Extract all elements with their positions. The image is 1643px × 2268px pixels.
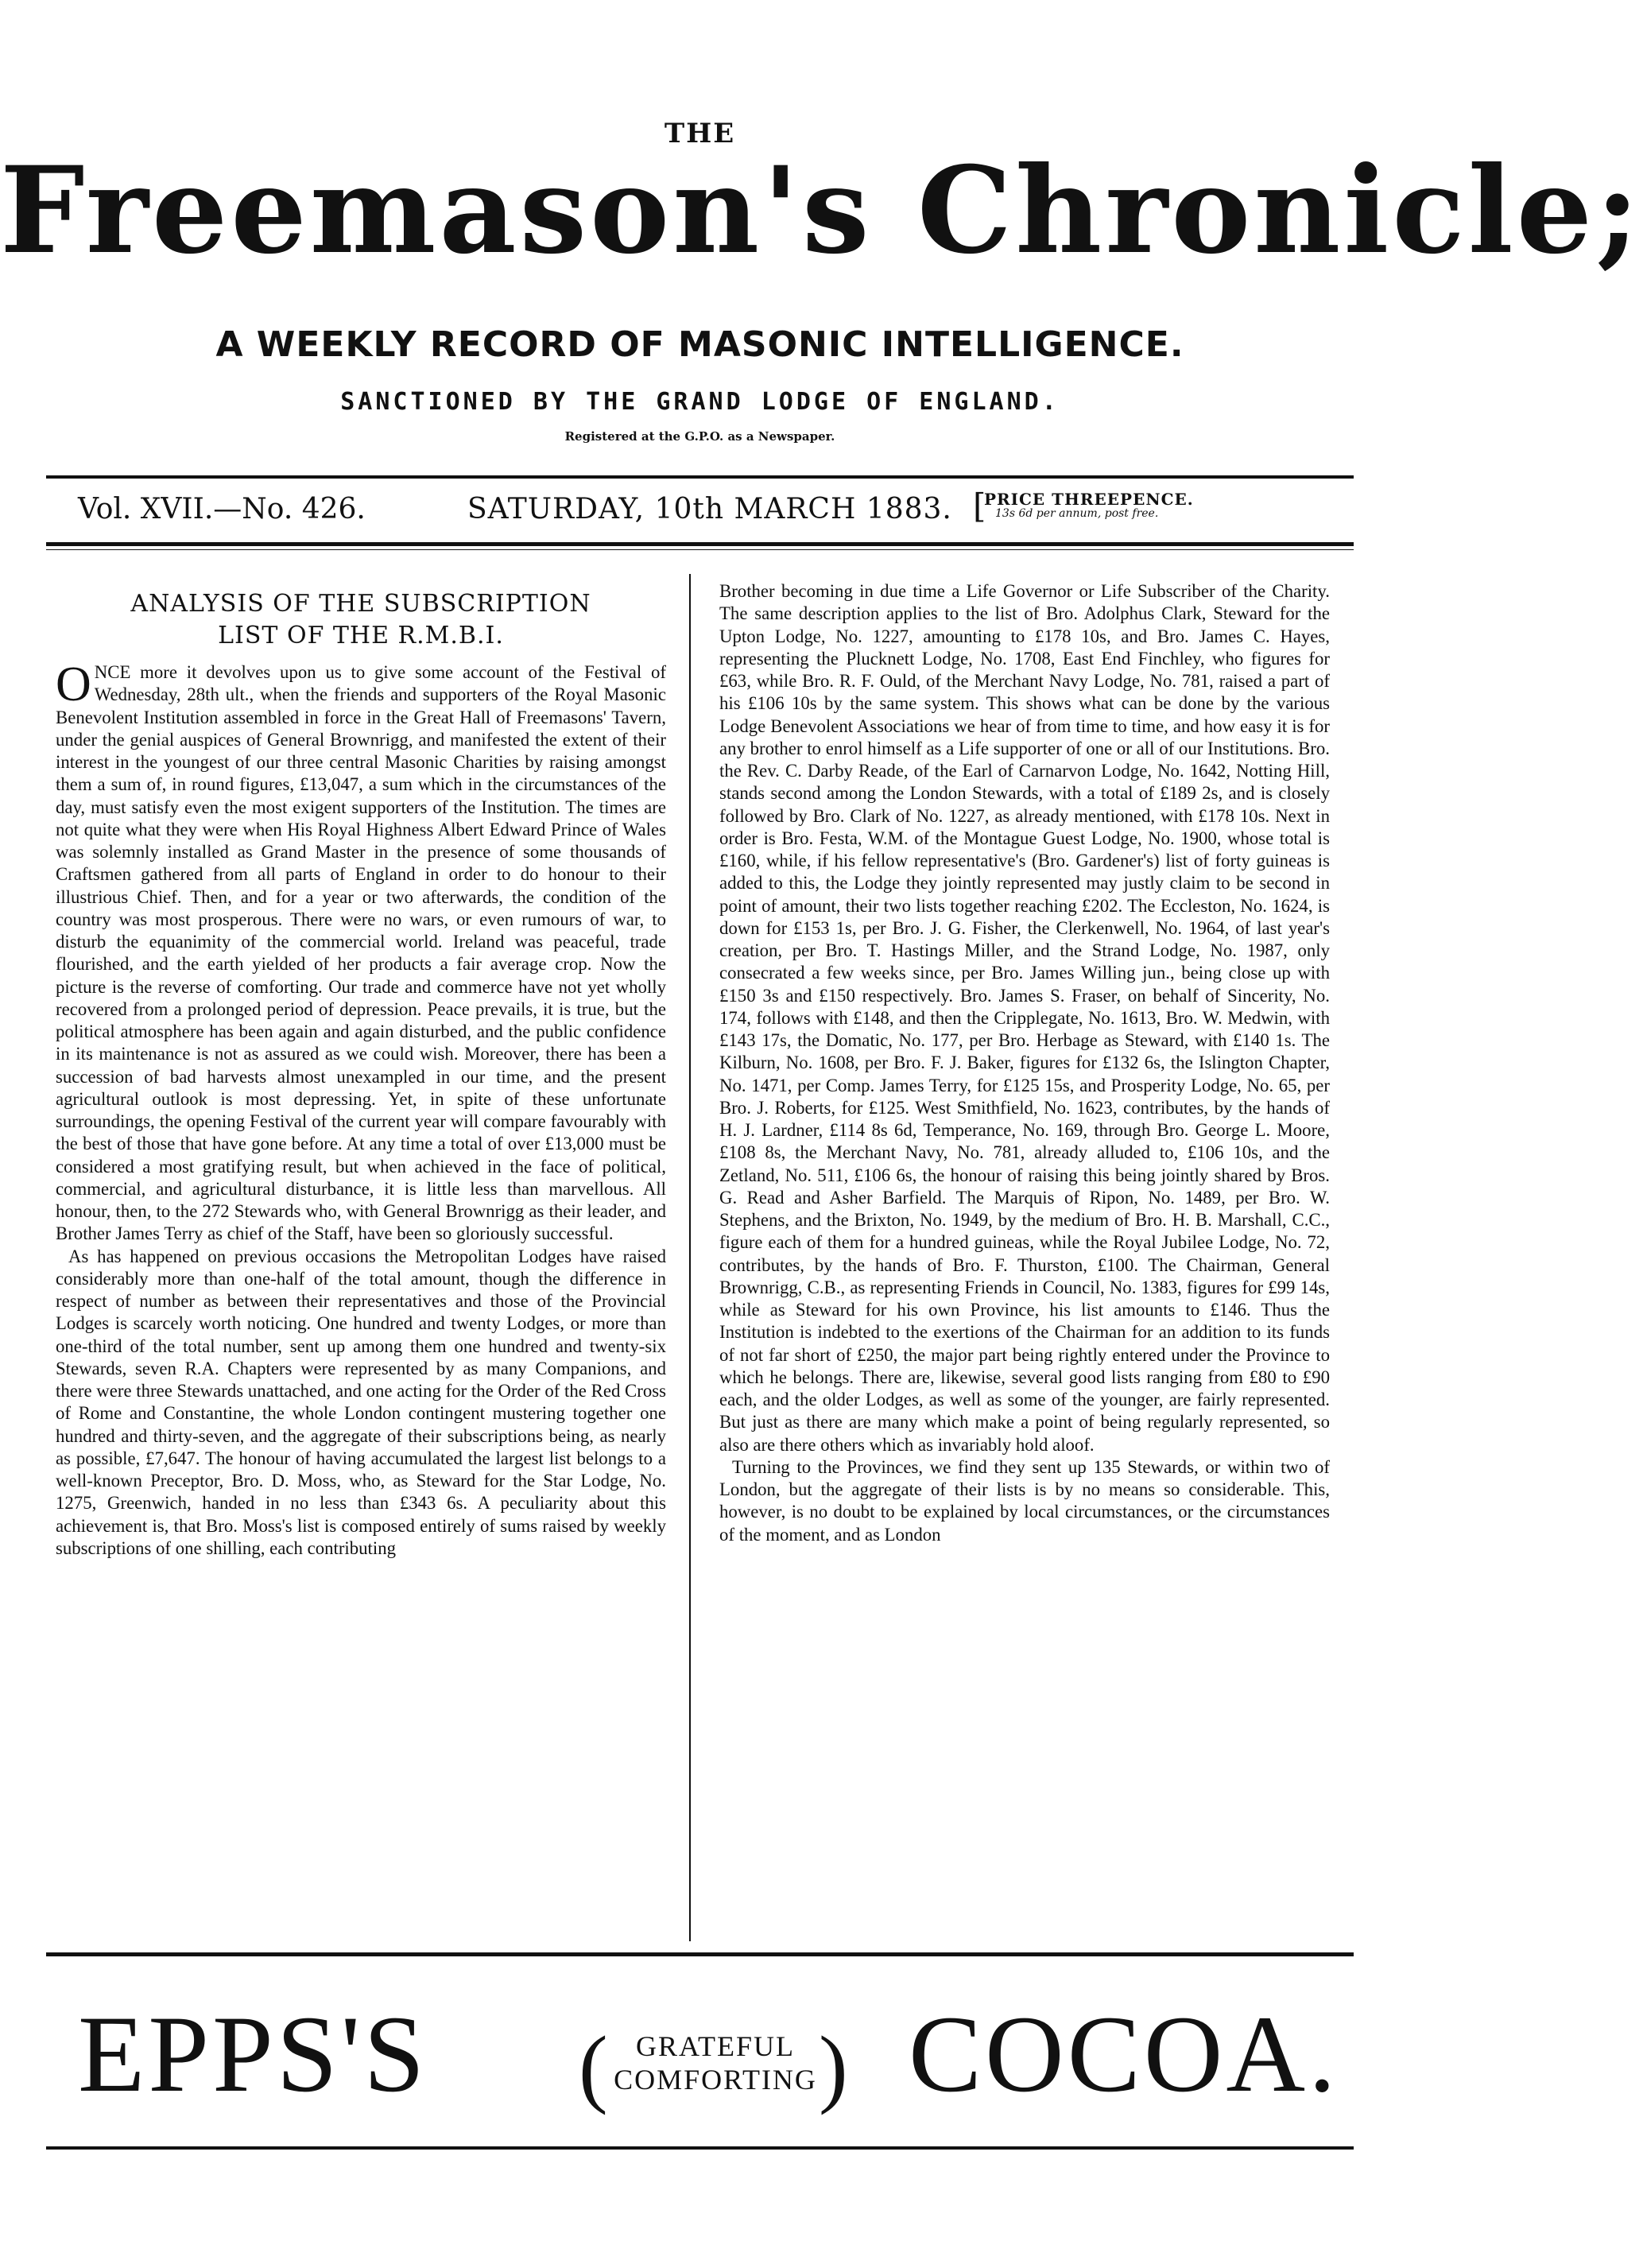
masthead-rule-top [46, 475, 1354, 479]
masthead-rule-bottom [46, 542, 1354, 546]
advert-comforting: COMFORTING [614, 2064, 817, 2095]
price-bracket-icon: [ [973, 487, 986, 525]
advert-grateful: GRATEFUL [635, 2030, 795, 2062]
advert-open-paren: ( [579, 2018, 608, 2115]
article-paragraph: Turning to the Provinces, we find they sent up 135 Stewards, or within two of London, but the aggregate of their lists is by no means so considerable. This, however, is no doubt to be explained by local circumstances, or the circumstances of the moment, and as London [719, 1456, 1330, 1545]
article-title [56, 588, 666, 652]
paragraph-text: NCE more it devolves upon us to give some account of the Festival of Wednesday, 28th ult., when the friends and supporters of the Royal Masonic Benevolent Institution assembled in force in the Great Hall of Freemasons' Tavern, under the genial auspices of General Brownrigg, and manifested the extent of their interest in the youngest of our three central Masonic Charities by raising amongst them a sum of, in round figures, £13,047, a sum which in the circumstances of the day, must satisfy even the most exigent supporters of the Institution. The times are not quite what they were when His Royal Highness Albert Edward Prince of Wales was solemnly installed as Grand Master in the presence of some thousands of Craftsmen gathered from all parts of England in order to do honour to their illustrious Chief. Then, and for a year or two afterwards, the condition of the country was most prosperous. There were no wars, or even rumours of war, to disturb the equanimity of the commercial world. Ireland was peaceful, trade flourished, and the earth yielded of her products a fair average crop. Now the picture is the reverse of comforting. Our trade and commerce have not yet wholly recovered from a prolonged period of depression. Peace prevails, it is true, but the political atmosphere has been again and again disturbed, and the public confidence in its maintenance is not as assured as we could wish. Moreover, there has been a succession of bad harvests almost unexampled in our time, and the present agricultural outlook is most depressing. Yet, in spite of these unfortunate surroundings, the opening Festival of the current year will compare favourably with the best of those that have gone before. At any time a total of over £13,000 must be considered a most gratifying result, but when achieved in the face of political, commercial, and agricultural disturbance, it is little less than marvellous. All honour, then, to the 272 Stewards who, with General Brownrigg as their leader, and Brother James Terry as chief of the Staff, have been so gloriously successful. [56, 662, 666, 1244]
article-paragraph: Brother becoming in due time a Life Governor or Life Subscriber of the Charity. The same description applies to the list of Bro. Adolphus Clark, Steward for the Upton Lodge, No. 1227, amounting to £178 10s, and Bro. James C. Hayes, representing the Plucknett Lodge, No. 1708, East End Finchley, who figures for £63, while Bro. R. F. Ould, of the Merchant Navy Lodge, No. 781, raised a part of his £106 10s by the same system. This shows what can be done by the various Lodge Benevolent Associations we hear of from time to time, and how easy it is for any brother to enrol himself as a Life supporter of one or all of our Institutions. Bro. the Rev. C. Darby Reade, of the Earl of Carnarvon Lodge, No. 1642, Notting Hill, stands second among the London Stewards, with a total of £189 2s, and is closely followed by Bro. Clark of No. 1227, as already mentioned, with £178 10s. Next in order is Bro. Festa, W.M. of the Montague Guest Lodge, No. 1900, whose total is £160, while, if his fellow representative's (Bro. Gardener's) list of forty guineas is added to this, the Lodge they jointly represented may justly claim to be second in point of amount, their two lists together reaching £202. The Eccleston, No. 1624, is down for £153 1s, per Bro. J. G. Fisher, the Clerkenwell, No. 1964, of last year's creation, per Bro. T. Hastings Miller, and the Strand Lodge, No. 1987, only consecrated a few weeks since, per Bro. James Willing jun., being close up with £150 3s and £150 respectively. Bro. James S. Fraser, on behalf of Sincerity, No. 174, follows with £148, and then the Cripplegate, No. 1613, Bro. W. Medwin, with £143 17s, the Domatic, No. 177, per Bro. Herbage as Steward, with £140 1s. The Kilburn, No. 1608, per Bro. F. J. Baker, figures for £132 6s, the Islington Chapter, No. 1471, per Comp. James Terry, for £125 15s, and Prosperity Lodge, No. 65, per Bro. J. Roberts, for £125. West Smithfield, No. 1623, contributes, by the hands of H. J. Lardner, £114 8s 6d, Temperance, No. 169, through Bro. George L. Moore, £108 8s, the Merchant Navy, No. 781, already alluded to, £106 10s, and the Zetland, No. 511, £106 6s, the honour of raising this being jointly shared by Bros. G. Read and Asher Barfield. The Marquis of Ripon, No. 1489, per Bro. W. Stephens, and the Brixton, No. 1949, by the medium of Bro. H. B. Marshall, C.C., figure each of them for a hundred guineas, while the Royal Jubilee Lodge, No. 72, contributes, by the hands of Bro. F. Thurston, £100. The Chairman, General Brownrigg, C.B., as representing Friends in Council, No. 1383, figures for £99 14s, while as Steward for his own Province, his list amounts to £146. Thus the Institution is indebted to the exertions of the Chairman for an addition to its funds of not far short of £250, the major part being rightly entered under the Province to which he belongs. There are, likewise, several good lists ranging from £80 to £90 each, and the older Lodges, as well as some of the younger, are fairly represented. But just as there are many which make a point of being regularly represented, so also are there others which as invariably hold aloof. [719, 581, 1330, 1455]
advert-rule-top [46, 1952, 1354, 1956]
article-paragraph [56, 657, 666, 1246]
price-box [973, 487, 1194, 525]
masthead-rule-thin [46, 549, 1354, 550]
issue-date: SATURDAY, 10th MARCH 1883. [467, 493, 952, 525]
advert-cocoa: COCOA. [909, 1993, 1339, 2115]
advert-close-paren: ) [819, 2018, 848, 2115]
epps-cocoa-advert [46, 1991, 1354, 2119]
advert-tagline [612, 2030, 819, 2096]
article-title-line1: ANALYSIS OF THE SUBSCRIPTION [130, 590, 591, 618]
masthead-subtitle: A WEEKLY RECORD OF MASONIC INTELLIGENCE. [215, 324, 1184, 365]
article-paragraph: As has happened on previous occasions the Metropolitan Lodges have raised considerably more than one-half of the total amount, though the difference in respect of number as between their representatives and those of the Provincial Lodges is scarcely worth noticing. One hundred and twenty Lodges, or more than one-third of the total number, sent up among them one hundred and twenty-six Stewards, seven R.A. Chapters were represented by as many Companions, and there were three Stewards unattached, and one acting for the Order of the Red Cross of Rome and Constantine, the whole London contingent mustering together one hundred and thirty-seven, and the aggregate of their subscriptions being, as nearly as possible, £7,647. The honour of having accumulated the largest list belongs to a well-known Preceptor, Bro. D. Moss, who, as Steward for the Star Lodge, No. 1275, Greenwich, handed in no less than £343 6s. A peculiarity about this achievement is, that Bro. Moss's list is composed entirely of sums raised by weekly subscriptions of one shilling, each contributing [56, 1246, 666, 1558]
article-column-left [56, 580, 666, 1944]
drop-cap: O [56, 657, 91, 711]
subscription-rate: 13s 6d per annum, post free. [995, 507, 1159, 520]
masthead-the: THE [664, 118, 736, 149]
masthead-sanction: SANCTIONED BY THE GRAND LODGE OF ENGLAND. [340, 388, 1060, 416]
article-column-right [719, 580, 1330, 1944]
price-label: PRICE THREEPENCE. [984, 490, 1194, 509]
issue-bar [46, 487, 1354, 534]
registered-note: Registered at the G.P.O. as a Newspaper. [564, 429, 835, 444]
column-divider [689, 574, 691, 1941]
masthead-title: Freemason's Chronicle; [0, 141, 1643, 281]
article-title-line2: LIST OF THE R.M.B.I. [218, 622, 504, 649]
advert-epps: EPPS'S [78, 1993, 428, 2115]
volume-number: Vol. XVII.—No. 426. [78, 493, 366, 525]
advert-rule-bottom [46, 2146, 1354, 2150]
